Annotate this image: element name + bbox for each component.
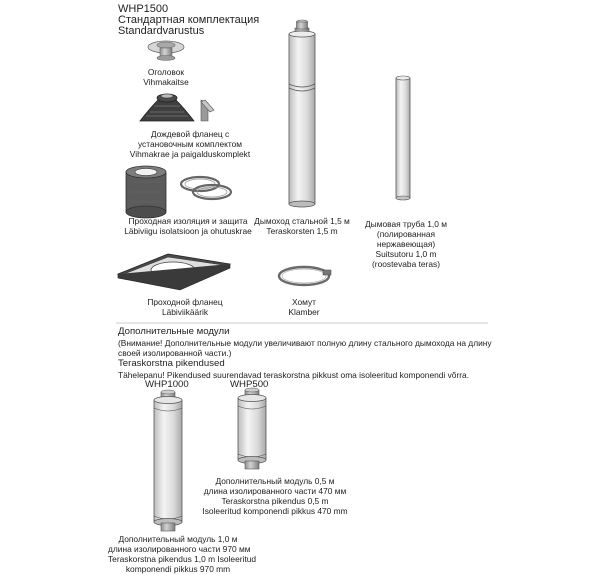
extra-modules-note-ru-2: своей изолированной части.)	[118, 348, 232, 358]
model-label-whp500: WHP500	[230, 379, 269, 390]
insulation-image	[126, 166, 166, 218]
standard-kit-title-ru: Стандартная комплектация	[118, 14, 260, 26]
steel-chimney-image	[289, 20, 315, 207]
model-title: WHP1500	[118, 3, 169, 15]
smoke-pipe-image	[396, 76, 410, 200]
model-label-whp1000: WHP1000	[145, 379, 189, 390]
caption-steel-chimney: Дымоход стальной 1,5 м Teraskorsten 1,5 m	[254, 216, 350, 236]
caption-module-05: Дополнительный модуль 0,5 м длина изолированного части 470 мм Teraskorstna pikendus 0,5 m Isoleeritud komponendi pikkus 470 mm	[202, 476, 348, 516]
extra-modules-title-et: Teraskorstna pikendused	[118, 358, 225, 369]
caption-rain-flashing: Дождевой фланец с установочным комплектом Vihmakrae ja paigalduskomplekt	[129, 129, 251, 159]
caption-smoke-pipe: Дымовая труба 1,0 м (полированная нержавеющая) Suitsutoru 1,0 m (roostevaba teras)	[365, 219, 447, 269]
whp1000-module-image	[154, 390, 182, 531]
caption-pass-flange: Проходной фланец Läbiviikäärik	[147, 297, 223, 317]
caption-rain-cap: Оголовок Vihmakaitse	[143, 67, 189, 87]
extra-modules-note-ru-1: (Внимание! Дополнительные модули увеличивают полную длину стального дымохода на длину	[118, 338, 492, 348]
standard-kit-title-et: Standardvarustus	[118, 25, 205, 37]
whp500-module-image	[238, 388, 266, 469]
extra-modules-note-et: Tähelepanu! Pikendused suurendavad teraskorstna pikkust oma isoleeritud komponendi võrra.	[118, 370, 470, 380]
pass-flange-image	[118, 254, 230, 290]
caption-module-10: Дополнительный модуль 1,0 м длина изолированного части 970 мм Teraskorstna pikendus 1,0 m Isoleeritud komponendi pikkus 970 mm	[108, 534, 257, 574]
rain-flashing-image	[140, 94, 214, 121]
caption-clamp: Хомут Klamber	[288, 297, 320, 317]
safety-collar-image	[181, 177, 231, 199]
clamp-image	[279, 267, 331, 285]
extra-modules-title-ru: Дополнительные модули	[118, 326, 230, 337]
rain-cap-image	[148, 41, 184, 61]
caption-insulation: Проходная изоляция и защита Läbiviigu isolatsioon ja ohutuskrae	[124, 216, 252, 236]
